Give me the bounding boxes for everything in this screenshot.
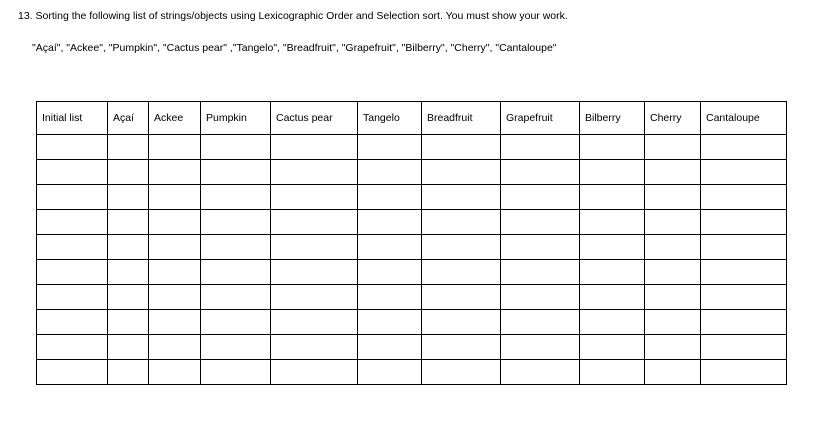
table-cell[interactable] (645, 310, 701, 335)
table-cell[interactable] (580, 310, 645, 335)
table-row (37, 285, 787, 310)
table-cell[interactable] (108, 235, 149, 260)
table-cell[interactable] (645, 210, 701, 235)
table-cell[interactable] (358, 235, 422, 260)
table-cell[interactable] (580, 210, 645, 235)
table-cell[interactable] (201, 135, 271, 160)
table-cell[interactable] (580, 185, 645, 210)
table-cell[interactable] (108, 160, 149, 185)
table-cell[interactable] (422, 310, 501, 335)
table-cell[interactable] (422, 285, 501, 310)
header-row (37, 102, 787, 135)
table-cell[interactable] (701, 285, 787, 310)
header-cell-cherry: Cherry (645, 102, 701, 135)
table-cell[interactable] (580, 360, 645, 385)
table-cell[interactable] (580, 235, 645, 260)
table-cell[interactable] (271, 360, 358, 385)
table-cell[interactable] (37, 185, 108, 210)
table-row (37, 185, 787, 210)
table-cell[interactable] (701, 235, 787, 260)
table-cell[interactable] (501, 185, 580, 210)
table-cell[interactable] (149, 335, 201, 360)
table-cell[interactable] (358, 135, 422, 160)
table-cell[interactable] (271, 235, 358, 260)
table-cell[interactable] (358, 185, 422, 210)
table-cell[interactable] (108, 335, 149, 360)
table-row (37, 360, 787, 385)
table-cell[interactable] (149, 210, 201, 235)
table-cell[interactable] (201, 185, 271, 210)
table-cell[interactable] (37, 310, 108, 335)
header-cell-ackee: Ackee (149, 102, 201, 135)
table-cell[interactable] (201, 260, 271, 285)
table-row (37, 135, 787, 160)
table-cell[interactable] (422, 235, 501, 260)
table-cell[interactable] (271, 260, 358, 285)
table-cell[interactable] (271, 335, 358, 360)
table-cell[interactable] (358, 285, 422, 310)
table-cell[interactable] (358, 210, 422, 235)
table-cell[interactable] (422, 260, 501, 285)
table-row (37, 235, 787, 260)
table-cell[interactable] (108, 360, 149, 385)
table-cell[interactable] (108, 260, 149, 285)
table-cell[interactable] (501, 310, 580, 335)
table-cell[interactable] (149, 185, 201, 210)
table-cell[interactable] (645, 135, 701, 160)
table-cell[interactable] (108, 185, 149, 210)
table-cell[interactable] (271, 185, 358, 210)
table-cell[interactable] (271, 160, 358, 185)
table-cell[interactable] (201, 160, 271, 185)
header-cell-bilberry: Bilberry (580, 102, 645, 135)
table-cell[interactable] (201, 335, 271, 360)
table-cell[interactable] (701, 160, 787, 185)
table-cell[interactable] (358, 335, 422, 360)
table-cell[interactable] (580, 135, 645, 160)
table-cell[interactable] (501, 360, 580, 385)
table-cell[interactable] (201, 360, 271, 385)
table-cell[interactable] (108, 210, 149, 235)
table-cell[interactable] (201, 210, 271, 235)
table-cell[interactable] (422, 135, 501, 160)
table-cell[interactable] (149, 285, 201, 310)
table-cell[interactable] (580, 285, 645, 310)
table-cell[interactable] (501, 335, 580, 360)
table-cell[interactable] (201, 310, 271, 335)
selection-sort-table (36, 101, 787, 385)
table-row (37, 210, 787, 235)
table-cell[interactable] (201, 285, 271, 310)
table-cell[interactable] (645, 335, 701, 360)
header-cell-tangelo: Tangelo (358, 102, 422, 135)
table-cell[interactable] (645, 160, 701, 185)
table-cell[interactable] (701, 210, 787, 235)
table-cell[interactable] (501, 235, 580, 260)
table-cell[interactable] (149, 260, 201, 285)
table-cell[interactable] (37, 160, 108, 185)
question-text: 13. Sorting the following list of strings/objects using Lexicographic Order and Selection sort. You must show your work. (18, 10, 568, 22)
table-cell[interactable] (37, 235, 108, 260)
table-cell[interactable] (37, 360, 108, 385)
table-cell[interactable] (271, 135, 358, 160)
table-cell[interactable] (37, 285, 108, 310)
table-cell[interactable] (501, 285, 580, 310)
table-cell[interactable] (422, 335, 501, 360)
table-cell[interactable] (701, 185, 787, 210)
table-cell[interactable] (271, 285, 358, 310)
table-cell[interactable] (149, 135, 201, 160)
header-cell-cantaloupe: Cantaloupe (701, 102, 787, 135)
table-cell[interactable] (645, 285, 701, 310)
header-cell-pumpkin: Pumpkin (201, 102, 271, 135)
table-cell[interactable] (422, 360, 501, 385)
table-cell[interactable] (645, 185, 701, 210)
table-cell[interactable] (358, 260, 422, 285)
table-cell[interactable] (645, 360, 701, 385)
table-cell[interactable] (108, 285, 149, 310)
word-list-text: "Açaí", "Ackee", "Pumpkin", "Cactus pear" ,"Tangelo", "Breadfruit", "Grapefruit", "Bilberry", "Cherry", "Cantaloupe" (32, 42, 557, 54)
header-cell-cactus-pear: Cactus pear (271, 102, 358, 135)
header-cell-grapefruit: Grapefruit (501, 102, 580, 135)
table-cell[interactable] (422, 185, 501, 210)
table-row (37, 310, 787, 335)
header-cell-breadfruit: Breadfruit (422, 102, 501, 135)
table-cell[interactable] (358, 310, 422, 335)
table-cell[interactable] (149, 235, 201, 260)
table-row (37, 260, 787, 285)
table-cell[interactable] (701, 310, 787, 335)
table-cell[interactable] (422, 210, 501, 235)
header-cell-initial-list: Initial list (37, 102, 108, 135)
table-cell[interactable] (580, 160, 645, 185)
table-cell[interactable] (358, 360, 422, 385)
table-cell[interactable] (149, 360, 201, 385)
table-cell[interactable] (149, 310, 201, 335)
table-cell[interactable] (201, 235, 271, 260)
table-cell[interactable] (701, 260, 787, 285)
table-cell[interactable] (701, 360, 787, 385)
table-cell[interactable] (701, 335, 787, 360)
table-cell[interactable] (580, 335, 645, 360)
table-cell[interactable] (501, 210, 580, 235)
table-cell[interactable] (108, 135, 149, 160)
table-cell[interactable] (108, 310, 149, 335)
table-cell[interactable] (701, 135, 787, 160)
table-cell[interactable] (37, 210, 108, 235)
table-cell[interactable] (149, 160, 201, 185)
table-cell[interactable] (271, 310, 358, 335)
table-body (37, 135, 787, 385)
table-cell[interactable] (422, 160, 501, 185)
table-row (37, 335, 787, 360)
table-cell[interactable] (501, 160, 580, 185)
table-cell[interactable] (37, 335, 108, 360)
table-cell[interactable] (645, 235, 701, 260)
header-cell-acai: Açaí (108, 102, 149, 135)
table-cell[interactable] (37, 135, 108, 160)
table-cell[interactable] (501, 260, 580, 285)
table-cell[interactable] (645, 260, 701, 285)
table-cell[interactable] (37, 260, 108, 285)
table-cell[interactable] (580, 260, 645, 285)
table-cell[interactable] (501, 135, 580, 160)
table-cell[interactable] (358, 160, 422, 185)
table-row (37, 160, 787, 185)
table-cell[interactable] (271, 210, 358, 235)
